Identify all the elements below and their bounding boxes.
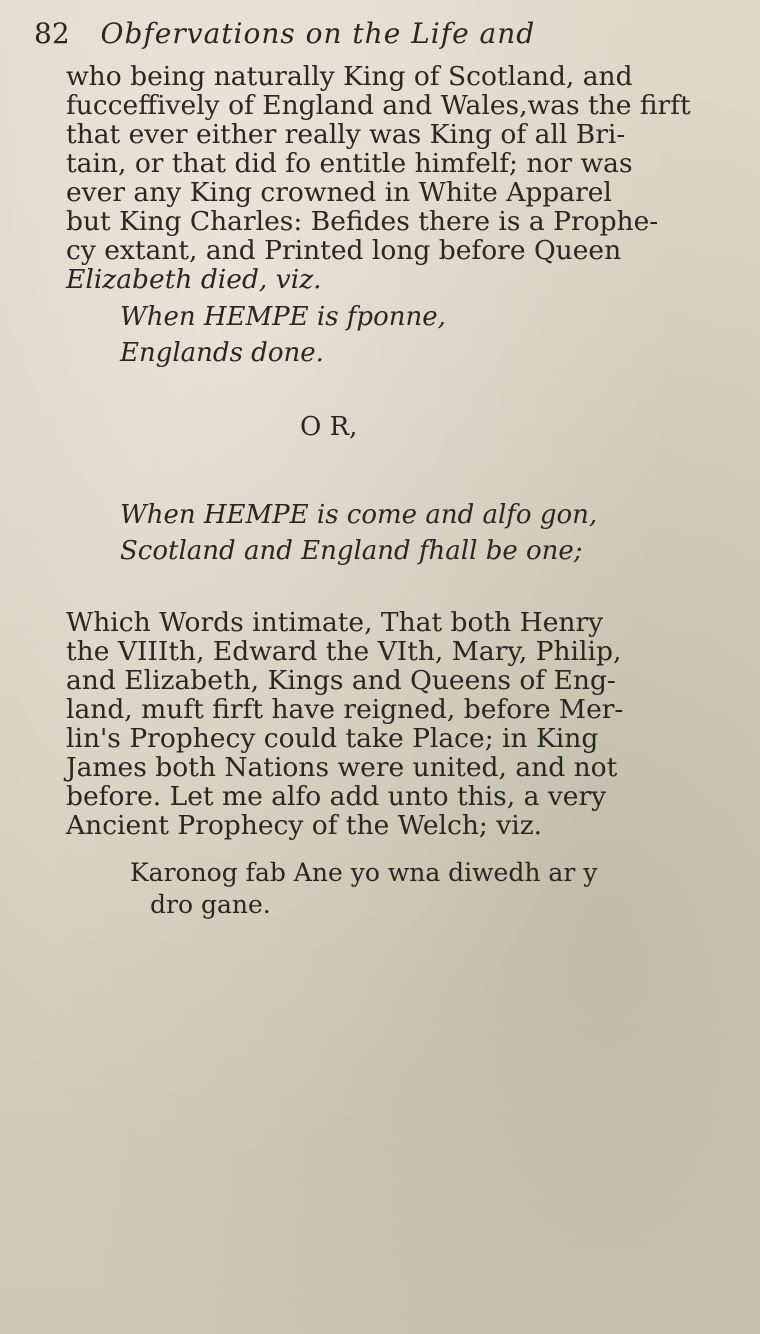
text-line: land, muft firft have reigned, before Mer- xyxy=(66,694,624,725)
or-heading xyxy=(300,410,760,442)
paragraph-2 xyxy=(66,608,746,840)
or-text: O R, xyxy=(300,412,358,442)
text-line: who being naturally King of Scotland, and xyxy=(66,61,633,92)
text-line: ever any King crowned in White Apparel xyxy=(66,177,612,208)
verse-line: Englands done. xyxy=(120,338,324,368)
text-line: but King Charles: Befides there is a Prophe- xyxy=(66,206,659,237)
verse-line: When HEMPE is fponne, xyxy=(120,302,446,332)
text-line: fucceffively of England and Wales,was the firft xyxy=(66,90,691,121)
text-line: James both Nations were united, and not xyxy=(66,752,618,783)
text-line: Which Words intimate, That both Henry xyxy=(66,607,604,638)
page-number: 82 xyxy=(34,17,70,50)
text-line: lin's Prophecy could take Place; in King xyxy=(66,723,599,754)
welsh-line: Karonog fab Ane yo wna diwedh ar y xyxy=(130,858,598,887)
prophecy-2 xyxy=(120,498,760,570)
verse-line: Scotland and England fhall be one; xyxy=(120,536,583,566)
text-line: Ancient Prophecy of the Welch; viz. xyxy=(66,810,543,841)
text-line: cy extant, and Printed long before Queen xyxy=(66,235,622,266)
text-line: that ever either really was King of all Bri- xyxy=(66,119,626,150)
page-header xyxy=(34,12,734,56)
verse-line: When HEMPE is come and alfo gon, xyxy=(120,500,598,530)
text-line: tain, or that did fo entitle himfelf; nor was xyxy=(66,148,633,179)
text-line: and Elizabeth, Kings and Queens of Eng- xyxy=(66,665,616,696)
welsh-prophecy xyxy=(130,858,760,922)
prophecy-1 xyxy=(120,300,760,372)
welsh-line: dro gane. xyxy=(150,890,271,919)
text-line: before. Let me alfo add unto this, a very xyxy=(66,781,607,812)
paragraph-1 xyxy=(66,62,746,294)
running-title: Obfervations on the Life and xyxy=(100,17,536,50)
text-line: the VIIIth, Edward the VIth, Mary, Philip, xyxy=(66,636,622,667)
text-line: Elizabeth died, viz. xyxy=(66,264,322,295)
